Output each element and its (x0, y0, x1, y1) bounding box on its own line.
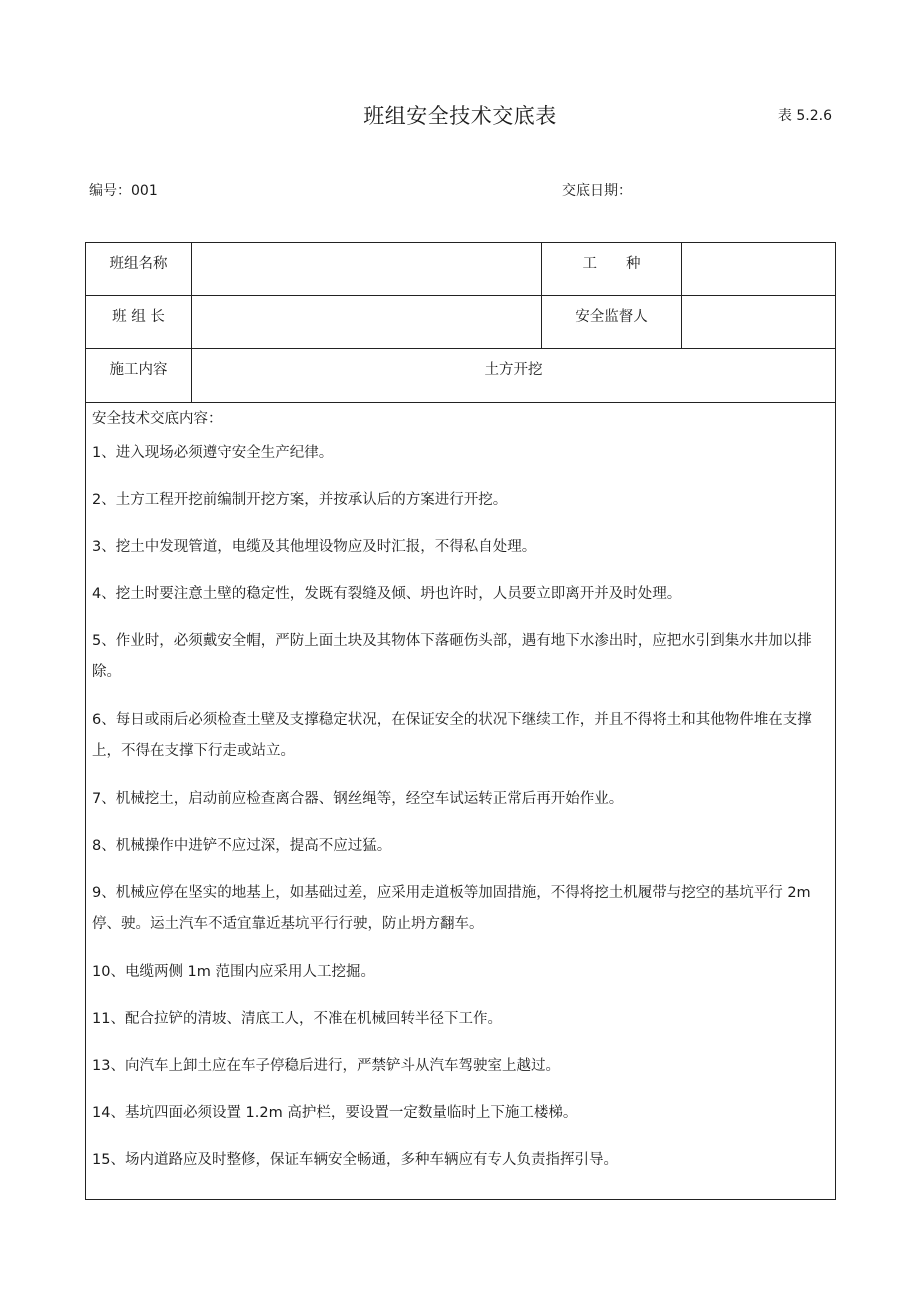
team-name-label: 班组名称 (86, 243, 192, 295)
team-name-field[interactable] (192, 243, 542, 295)
list-item: 10、电缆两侧 1m 范围内应采用人工挖掘。 (92, 964, 376, 980)
content-field[interactable]: 土方开挖 (484, 362, 543, 378)
list-item: 7、机械挖土，启动前应检查离合器、钢丝绳等，经空车试运转正常后再开始作业。 (92, 791, 624, 807)
serial-number: 编号：001 (89, 183, 158, 199)
list-item: 15、场内道路应及时整修，保证车辆安全畅通，多种车辆应有专人负责指挥引导。 (92, 1152, 618, 1168)
leader-label: 班 组 长 (86, 296, 192, 348)
list-item: 9、机械应停在坚实的地基上，如基础过差，应采用走道板等加固措施，不得将挖土机履带与挖空的基坑平行 2m 停、驶。运土汽车不适宜靠近基坑平行行驶，防止坍方翻车。 (92, 885, 811, 932)
trade-field[interactable] (682, 243, 835, 295)
list-item: 13、向汽车上卸土应在车子停稳后进行，严禁铲斗从汽车驾驶室上越过。 (92, 1058, 560, 1074)
list-item: 4、挖土时要注意土壁的稳定性，发既有裂缝及倾、坍也许时，人员要立即离开并及时处理。 (92, 586, 682, 602)
briefing-date-label: 交底日期： (562, 183, 632, 199)
list-item: 1、进入现场必须遵守安全生产纪律。 (92, 445, 334, 461)
briefing-heading: 安全技术交底内容： (92, 411, 223, 427)
list-item: 6、每日或雨后必须检查土壁及支撑稳定状况，在保证安全的状况下继续工作，并且不得将土和其他物件堆在支撑上，不得在支撑下行走或站立。 (92, 712, 812, 759)
list-item: 8、机械操作中进铲不应过深，提高不应过猛。 (92, 838, 392, 854)
team-row (86, 243, 835, 296)
content-row (86, 349, 835, 403)
supervisor-label: 安全监督人 (542, 296, 682, 348)
list-item: 2、土方工程开挖前编制开挖方案，并按承认后的方案进行开挖。 (92, 492, 508, 508)
trade-label: 工 种 (542, 243, 682, 295)
list-item: 5、作业时，必须戴安全帽，严防上面土块及其物体下落砸伤头部，遇有地下水渗出时，应把水引到集水井加以排除。 (92, 633, 812, 680)
content-label: 施工内容 (86, 349, 192, 402)
briefing-form (85, 242, 836, 1200)
supervisor-field[interactable] (682, 296, 835, 348)
document-title: 班组安全技术交底表 (363, 104, 557, 128)
leader-row (86, 296, 835, 349)
leader-field[interactable] (192, 296, 542, 348)
list-item: 14、基坑四面必须设置 1.2m 高护栏，要设置一定数量临时上下施工楼梯。 (92, 1105, 578, 1121)
list-item: 3、挖土中发现管道，电缆及其他埋设物应及时汇报，不得私自处理。 (92, 539, 537, 555)
table-number: 表 5.2.6 (777, 108, 832, 124)
list-item: 11、配合拉铲的清坡、清底工人，不准在机械回转半径下工作。 (92, 1011, 502, 1027)
